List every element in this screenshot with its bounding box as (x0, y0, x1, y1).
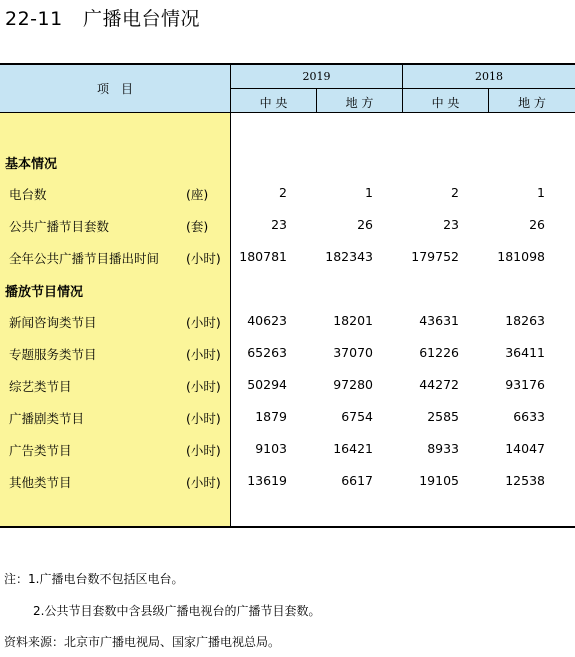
value-cell: 182343 (325, 249, 373, 264)
value-cell: 40623 (247, 313, 287, 328)
value-cell: 1 (537, 185, 545, 200)
row-unit: (小时) (186, 379, 221, 394)
value-cell: 26 (529, 217, 545, 232)
value-cell: 37070 (333, 345, 373, 360)
value-cell: 97280 (333, 377, 373, 392)
table-number: 22-11 (5, 8, 63, 30)
value-cell: 2 (279, 185, 287, 200)
row-label: 公共广播节目套数 (9, 219, 110, 234)
value-cell: 2 (451, 185, 459, 200)
value-cell: 6754 (341, 409, 373, 424)
row-label: 新闻咨询类节目 (9, 315, 97, 330)
subcol-central-2018: 中 央 (431, 96, 460, 110)
value-cell: 36411 (505, 345, 545, 360)
row-unit: (小时) (186, 251, 221, 266)
value-cell: 61226 (419, 345, 459, 360)
value-cell: 44272 (419, 377, 459, 392)
value-cell: 9103 (255, 441, 287, 456)
value-cell: 6633 (513, 409, 545, 424)
item-column-divider (230, 65, 231, 526)
row-label: 广播剧类节目 (9, 411, 85, 426)
year-2019-header: 2019 (302, 70, 331, 83)
value-cell: 12538 (505, 473, 545, 488)
value-cell: 18263 (505, 313, 545, 328)
value-cell: 13619 (247, 473, 287, 488)
value-cell: 1879 (255, 409, 287, 424)
row-unit: (小时) (186, 347, 221, 362)
row-label: 电台数 (9, 187, 47, 202)
value-cell: 93176 (505, 377, 545, 392)
value-cell: 14047 (505, 441, 545, 456)
subcol-central-2019: 中 央 (259, 96, 288, 110)
row-unit: (小时) (186, 411, 221, 426)
source-note: 资料来源：北京市广播电视局、国家广播电视总局。 (4, 635, 281, 649)
row-unit: (套) (186, 219, 209, 234)
row-unit: (座) (186, 187, 209, 202)
value-cell: 16421 (333, 441, 373, 456)
table-title (5, 4, 200, 31)
row-label: 其他类节目 (9, 475, 72, 490)
value-cell: 18201 (333, 313, 373, 328)
row-label: 综艺类节目 (9, 379, 72, 394)
value-cell: 23 (443, 217, 459, 232)
row-unit: (小时) (186, 315, 221, 330)
subcol-local-2018: 地 方 (518, 96, 546, 110)
value-cell: 65263 (247, 345, 287, 360)
footnote-1: 注：1.广播电台数不包括区电台。 (4, 572, 184, 586)
section-title-basic: 基本情况 (5, 157, 58, 172)
value-cell: 180781 (239, 249, 287, 264)
row-unit: (小时) (186, 443, 221, 458)
value-cell: 181098 (497, 249, 545, 264)
row-unit: (小时) (186, 475, 221, 490)
value-cell: 19105 (419, 473, 459, 488)
value-cell: 43631 (419, 313, 459, 328)
value-cell: 179752 (411, 249, 459, 264)
table-bottom-rule (0, 526, 575, 528)
subcol-local-2019: 地 方 (345, 96, 374, 110)
value-cell: 8933 (427, 441, 459, 456)
header-bottom-rule (0, 112, 575, 113)
value-cell: 50294 (247, 377, 287, 392)
value-cell: 6617 (341, 473, 373, 488)
row-label: 全年公共广播节目播出时间 (9, 251, 160, 266)
value-cell: 26 (357, 217, 373, 232)
value-cell: 23 (271, 217, 287, 232)
section-title-programs: 播放节目情况 (5, 285, 84, 300)
footnote-2: 2.公共节目套数中含县级广播电视台的广播节目套数。 (33, 604, 321, 618)
row-label: 专题服务类节目 (9, 347, 97, 362)
table-title-text: 广播电台情况 (83, 8, 201, 30)
value-cell: 2585 (427, 409, 459, 424)
year-2018-header: 2018 (475, 70, 503, 83)
item-header: 项 目 (96, 82, 133, 96)
value-cell: 1 (365, 185, 373, 200)
row-label: 广告类节目 (9, 443, 72, 458)
